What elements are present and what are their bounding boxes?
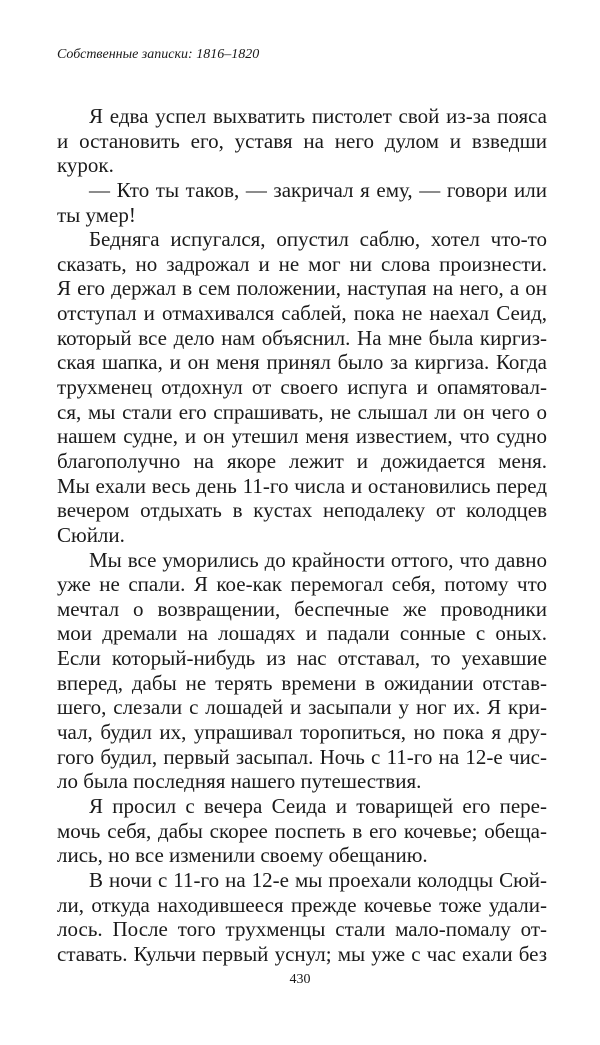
text-line: Я просил с вечера Сеида и товарищей его пере- — [89, 793, 547, 818]
text-line: Если который-нибудь из нас отставал, то уехавшие — [57, 646, 547, 671]
running-head: Собственные записки: 1816–1820 — [57, 47, 260, 62]
text-line: В ночи с 11-го на 12-е мы проехали колодцы Сюй- — [89, 867, 547, 892]
text-line: лось. После того трухменцы стали мало-помалу от- — [57, 917, 547, 942]
text-line: нашем судне, и он утешил меня известием, что судно — [57, 424, 547, 449]
text-line: Я едва успел выхватить пистолет свой из-за пояса — [89, 104, 547, 128]
text-line: Я его держал в сем положении, наступая на него, а он — [57, 276, 547, 301]
text-line: мочь себя, дабы скорее поспеть в его кочевье; обеща- — [57, 818, 547, 843]
text-line: Мы все уморились до крайности оттого, что давно — [89, 547, 547, 572]
text-line: Мы ехали весь день 11-го числа и остановились перед — [57, 473, 547, 498]
text-line: мои дремали на лошадях и падали сонные с оных. — [57, 621, 547, 646]
text-line: трухменец отдохнул от своего испуга и опамятовал- — [57, 375, 547, 400]
paragraph — [57, 104, 547, 178]
text-line: ты умер! — [57, 202, 136, 227]
page-number: 430 — [289, 972, 311, 987]
text-line: чал, будил их, упрашивал торопиться, но пока я дру- — [57, 720, 547, 745]
text-line: мечтал о возвращении, беспечные же проводники — [57, 596, 547, 621]
text-line: ставать. Кульчи первый уснул; мы уже с час ехали без — [57, 941, 547, 966]
text-line: ся, мы стали его спрашивать, не слышал ли он чего о — [57, 399, 547, 424]
text-line: вперед, дабы не терять времени в ожидании отстав- — [57, 670, 547, 695]
text-line: гого будил, первый засыпал. Ночь с 11-го на 12-е чис- — [57, 744, 547, 769]
paragraph — [57, 178, 547, 227]
text-line: отступал и отмахивался саблей, пока не наехал Сеид, — [57, 301, 547, 326]
text-line: благополучно на якоре лежит и дожидается меня. — [57, 448, 547, 473]
paragraph — [57, 227, 547, 547]
body-text — [57, 104, 547, 966]
text-line: сказать, но задрожал и не мог ни слова произнести. — [57, 251, 547, 276]
paragraph — [57, 548, 547, 794]
text-line: курок. — [57, 153, 114, 178]
text-line: ли, откуда находившееся прежде кочевье тоже удали- — [57, 892, 547, 917]
text-line: шего, слезали с лошадей и засыпали у ног их. Я кри- — [57, 695, 547, 720]
text-line: который все дело нам объяснил. На мне была киргиз- — [57, 325, 547, 350]
paragraph — [57, 794, 547, 868]
text-line: Бедняга испугался, опустил саблю, хотел что-то — [89, 227, 547, 252]
text-line: лись, но все изменили своему обещанию. — [57, 843, 428, 868]
text-line: Сюйли. — [57, 522, 125, 547]
text-line: уже не спали. Я кое-как перемогал себя, потому что — [57, 572, 547, 597]
text-line: ская шапка, и он меня принял было за киргиза. Когда — [57, 350, 547, 375]
text-line: ло была последняя нашего путешествия. — [57, 769, 422, 794]
text-line: — Кто ты таков, — закричал я ему, — говори или — [89, 177, 547, 202]
text-line: и остановить его, уставя на него дулом и взведши — [57, 128, 547, 153]
text-line: вечером отдыхать в кустах неподалеку от колодцев — [57, 498, 547, 523]
paragraph — [57, 868, 547, 967]
